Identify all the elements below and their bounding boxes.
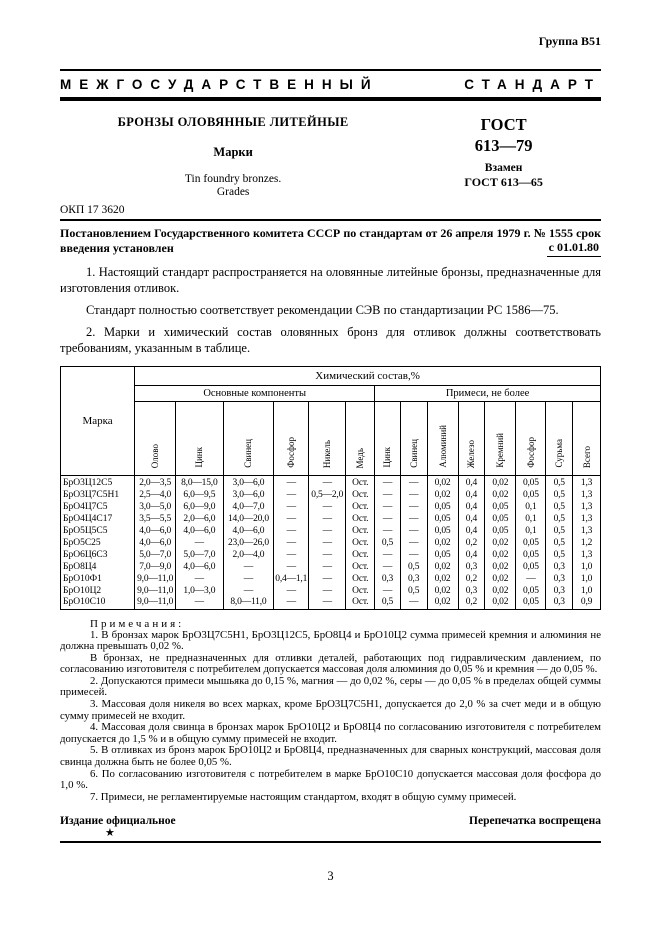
value-cell: — [309,501,346,513]
value-cell: 9,0—11,0 [135,585,176,597]
decree-paragraph [60,226,601,256]
column-header [375,402,401,476]
value-cell: 0,05 [427,501,458,513]
value-cell: 2,0—3,5 [135,476,176,490]
value-cell: 5,0—7,0 [135,549,176,561]
column-header-label: Цинк [382,447,393,468]
value-cell: — [274,476,309,490]
value-cell: 0,3 [546,585,573,597]
value-cell: — [176,597,223,609]
value-cell: — [274,561,309,573]
note-paragraph: 5. В отливках из бронз марок БрО10Ц2 и БрО8Ц4, предназначенных для сварных конструкций, массовая доля свинца должна быть не более 0,05 %. [60,744,601,769]
value-cell: 0,05 [427,513,458,525]
table-row [61,561,601,573]
value-cell: 0,4 [458,525,485,537]
value-cell: — [309,585,346,597]
value-cell: 4,0—7,0 [223,501,274,513]
value-cell: 0,5 [400,585,427,597]
value-cell: — [223,573,274,585]
value-cell: 0,1 [516,513,546,525]
value-cell: Ост. [346,525,375,537]
value-cell: 0,4 [458,513,485,525]
value-cell: 0,3 [375,573,401,585]
value-cell: 0,02 [485,476,516,490]
value-cell: 0,5 [546,525,573,537]
column-header [546,402,573,476]
column-header-label: Фосфор [286,437,297,468]
footer [60,815,601,827]
value-cell: — [309,561,346,573]
value-cell: 0,05 [516,537,546,549]
marka-cell: БрО4Ц4С17 [61,513,135,525]
value-cell: 0,5 [546,501,573,513]
value-cell: 0,2 [458,573,485,585]
value-cell: 3,0—6,0 [223,489,274,501]
value-cell: — [400,476,427,490]
value-cell: — [309,476,346,490]
column-header-label: Никель [322,439,333,468]
value-cell: 0,5 [546,537,573,549]
chem-composition-header: Химический состав,% [135,367,601,386]
value-cell: 0,3 [400,573,427,585]
value-cell: 0,05 [427,525,458,537]
gost-designation-block [406,115,601,199]
value-cell: 9,0—11,0 [135,573,176,585]
value-cell: — [274,537,309,549]
value-cell: 0,2 [458,597,485,609]
value-cell: 0,05 [516,597,546,609]
value-cell: 3,0—5,0 [135,501,176,513]
value-cell: 0,3 [546,561,573,573]
column-header-label: Медь [355,447,366,468]
value-cell: 0,05 [485,525,516,537]
value-cell: 1,3 [573,476,601,490]
value-cell: 1,0—3,0 [176,585,223,597]
note-paragraph: 1. В бронзах марок БрО3Ц7С5Н1, БрО3Ц12С5, БрО8Ц4 и БрО10Ц2 сумма примесей кремния и алюминия не должна превышать 0,02 %. [60,628,601,653]
value-cell: 1,3 [573,525,601,537]
note-paragraph: 6. По согласованию изготовителя с потребителем в марке БрО10С10 допускается массовая доля фосфора до 1,0 %. [60,767,601,792]
value-cell: 0,5 [375,537,401,549]
value-cell: — [400,525,427,537]
value-cell: 0,4 [458,549,485,561]
value-cell: — [274,597,309,609]
value-cell: — [274,501,309,513]
table-header-row-1 [61,367,601,386]
marka-cell: БрО10Ф1 [61,573,135,585]
value-cell: 6,0—9,5 [176,489,223,501]
value-cell: — [309,525,346,537]
impurities-group-header: Примеси, не более [375,386,601,402]
value-cell: — [375,561,401,573]
marka-cell: БрО4Ц7С5 [61,501,135,513]
value-cell: — [375,513,401,525]
column-header [223,402,274,476]
marka-cell: БрО5С25 [61,537,135,549]
table-row [61,585,601,597]
value-cell: — [309,549,346,561]
value-cell: 0,3 [458,561,485,573]
value-cell: Ост. [346,537,375,549]
value-cell: 0,05 [516,561,546,573]
column-header-label: Свинец [243,439,254,468]
footer-rule [60,841,601,843]
note-paragraph: 7. Примеси, не регламентируемые настоящим стандартом, входят в общую сумму примесей. [90,790,517,803]
value-cell: 0,02 [485,537,516,549]
column-header [135,402,176,476]
value-cell: 14,0—20,0 [223,513,274,525]
column-header-label: Свинец [408,439,419,468]
value-cell: 2,5—4,0 [135,489,176,501]
value-cell: 3,5—5,5 [135,513,176,525]
value-cell: — [375,501,401,513]
value-cell: — [375,489,401,501]
value-cell: Ост. [346,476,375,490]
marka-cell: БрО3Ц12С5 [61,476,135,490]
value-cell: 0,4 [458,501,485,513]
value-cell: — [274,525,309,537]
value-cell: Ост. [346,501,375,513]
effective-date: с 01.01.80 [547,240,601,257]
value-cell: Ост. [346,549,375,561]
value-cell: 2,0—4,0 [223,549,274,561]
column-header [309,402,346,476]
value-cell: 8,0—15,0 [176,476,223,490]
value-cell: — [223,585,274,597]
value-cell: 4,0—6,0 [176,525,223,537]
column-header-label: Всего [581,445,592,468]
column-header [427,402,458,476]
value-cell: — [375,585,401,597]
column-header-label: Сурьма [554,439,565,468]
value-cell: 1,3 [573,513,601,525]
value-cell: — [400,537,427,549]
value-cell: 0,02 [427,597,458,609]
value-cell: Ост. [346,489,375,501]
group-label: Группа В51 [538,34,601,48]
value-cell: 0,5 [400,561,427,573]
value-cell: 0,05 [516,585,546,597]
marka-cell: БрО5Ц5С5 [61,525,135,537]
marka-cell: БрО10С10 [61,597,135,609]
value-cell: — [223,561,274,573]
replaces-label: Взамен [484,162,523,174]
value-cell: — [274,549,309,561]
document-title: БРОНЗЫ ОЛОВЯННЫЕ ЛИТЕЙНЫЕ [117,115,349,129]
table-row [61,549,601,561]
value-cell: 5,0—7,0 [176,549,223,561]
column-header [485,402,516,476]
value-cell: 4,0—6,0 [135,525,176,537]
column-labels-row [61,402,601,476]
value-cell: 0,1 [516,525,546,537]
table-row [61,573,601,585]
value-cell: — [516,573,546,585]
value-cell: 0,02 [485,585,516,597]
gost-label: ГОСТ [480,115,527,134]
column-header-label: Олово [150,443,161,468]
official-edition-label: Издание официальное [60,815,176,828]
value-cell: 0,05 [516,549,546,561]
table-header-row-2 [61,386,601,402]
column-header-label: Цинк [194,447,205,468]
column-header-label: Алюминий [437,425,448,468]
value-cell: 0,05 [427,549,458,561]
value-cell: — [375,525,401,537]
value-cell: 0,02 [485,597,516,609]
value-cell: — [400,513,427,525]
header-rule-bottom [60,97,601,101]
column-header [458,402,485,476]
title-left-column [60,115,406,199]
value-cell: 23,0—26,0 [223,537,274,549]
composition-table [60,366,601,610]
column-header [573,402,601,476]
okp-rule [60,219,601,221]
components-group-header: Основные компоненты [135,386,375,402]
marka-cell: БрО6Ц6С3 [61,549,135,561]
value-cell: — [400,501,427,513]
document-title-en: Tin foundry bronzes. [184,173,282,185]
value-cell: 0,02 [427,585,458,597]
value-cell: 0,3 [546,597,573,609]
marka-cell: БрО3Ц7С5Н1 [61,489,135,501]
table-row [61,525,601,537]
value-cell: — [400,489,427,501]
column-header-label: Кремний [495,433,506,468]
value-cell: 0,02 [427,489,458,501]
value-cell: 0,2 [458,537,485,549]
value-cell: — [176,537,223,549]
decree-text: Постановлением Государственного комитета СССР по стандартам от 26 апреля 1979 г. № 1555 срок введения установлен [60,226,601,255]
table-row [61,513,601,525]
replaces-number: ГОСТ 613—65 [464,175,543,189]
value-cell: 0,05 [516,476,546,490]
value-cell: 1,3 [573,489,601,501]
value-cell: 0,05 [485,501,516,513]
gost-number: 613—79 [474,136,533,155]
page-number: 3 [327,869,334,884]
title-block [60,115,601,199]
value-cell: — [309,573,346,585]
value-cell: 0,4 [458,476,485,490]
value-cell: 0,4—1,1 [275,573,308,584]
value-cell: — [400,549,427,561]
table-body [61,476,601,610]
value-cell: Ост. [346,573,375,585]
value-cell: 0,3 [546,573,573,585]
document-subtitle: Марки [213,145,253,159]
value-cell: — [274,489,309,501]
value-cell: 0,9 [573,597,601,609]
value-cell: 1,3 [573,501,601,513]
value-cell: — [309,513,346,525]
value-cell: — [375,476,401,490]
reprint-prohibited-label: Перепечатка воспрещена [469,815,601,828]
value-cell: — [309,597,346,609]
marka-cell: БрО10Ц2 [61,585,135,597]
value-cell: 0,02 [485,549,516,561]
table-row [61,537,601,549]
value-cell: — [274,513,309,525]
column-header [176,402,223,476]
value-cell: Ост. [346,561,375,573]
value-cell: 2,0—6,0 [176,513,223,525]
note-paragraph: 3. Массовая доля никеля во всех марках, кроме БрО3Ц7С5Н1, допускается до 2,0 % за счет меди и в общую сумму примесей не входит. [60,698,601,722]
notes-section [60,618,601,804]
note-paragraph: 2. Допускаются примеси мышьяка до 0,15 %, магния — до 0,02 %, серы — до 0,05 % в пределах общей суммы примесей. [60,674,601,699]
value-cell: 0,5 [546,513,573,525]
value-cell: 0,02 [427,561,458,573]
value-cell: — [375,549,401,561]
column-header [346,402,375,476]
value-cell: Ост. [346,597,375,609]
paragraph-table-ref: 2. Марки и химический состав оловянных бронз для отливок должны соответствовать требованиям, указанным в таблице. [60,325,601,355]
value-cell: 1,0 [573,561,601,573]
value-cell: 0,5 [375,597,401,609]
value-cell: 0,1 [516,501,546,513]
value-cell: 0,02 [427,537,458,549]
value-cell: 0,5 [546,549,573,561]
value-cell: — [309,537,346,549]
value-cell: 6,0—9,0 [176,501,223,513]
value-cell: 9,0—11,0 [135,597,176,609]
value-cell: 0,5 [546,489,573,501]
table-row [61,501,601,513]
value-cell: 0,02 [485,573,516,585]
value-cell: Ост. [346,513,375,525]
value-cell: 0,5 [546,476,573,490]
value-cell: 0,02 [427,573,458,585]
marka-column-header: Марка [61,367,135,476]
value-cell: 0,02 [427,476,458,490]
notes-list [60,630,601,804]
value-cell: — [400,597,427,609]
document-subtitle-en: Grades [216,186,250,198]
value-cell: 0,02 [485,561,516,573]
value-cell: 1,2 [573,537,601,549]
paragraph-scope: 1. Настоящий стандарт распространяется на оловянные литейные бронзы, предназначенные для изготовления отливок. [60,265,601,295]
value-cell: Ост. [346,585,375,597]
value-cell: 0,02 [485,489,516,501]
table-row [61,489,601,501]
paragraph-sev: Стандарт полностью соответствует рекомендации СЭВ по стандартизации РС 1586—75. [86,303,559,317]
column-header [516,402,546,476]
note-paragraph: В бронзах, не предназначенных для отливки деталей, работающих под гидравлическим давлением, по согласованию изготовителя с потребителем допускается массовая доля алюминия до 0,05 % и кремния — до 0,05 %. [60,651,601,676]
value-cell: 1,3 [573,549,601,561]
value-cell: 8,0—11,0 [223,597,274,609]
value-cell: 4,0—6,0 [135,537,176,549]
marka-cell: БрО8Ц4 [61,561,135,573]
value-cell: 4,0—6,0 [176,561,223,573]
value-cell: 0,05 [516,489,546,501]
table-row [61,597,601,609]
value-cell: 0,5—2,0 [309,489,346,501]
value-cell: 0,4 [458,489,485,501]
column-header-label: Железо [466,439,477,468]
value-cell: 0,3 [458,585,485,597]
value-cell: 1,0 [573,585,601,597]
star-icon: ★ [105,827,115,840]
value-cell: 7,0—9,0 [135,561,176,573]
value-cell: — [274,585,309,597]
value-cell: — [176,573,223,585]
column-header-label: Фосфор [525,437,536,468]
value-cell: 3,0—6,0 [223,476,274,490]
value-cell: 1,0 [573,573,601,585]
standard-banner: МЕЖГОСУДАРСТВЕННЫЙ СТАНДАРТ [60,77,601,92]
okp-code: ОКП 17 3620 [60,204,125,216]
note-paragraph: 4. Массовая доля свинца в бронзах марок БрО10Ц2 и БрО8Ц4 по согласованию изготовителя с потребителем допускается до 1,5 % и в общую сумму примесей не входит. [60,721,601,745]
notes-title: Примечания: [90,617,185,630]
column-header [274,402,309,476]
column-header [400,402,427,476]
value-cell: 4,0—6,0 [223,525,274,537]
value-cell: 0,05 [485,513,516,525]
table-row [61,476,601,490]
